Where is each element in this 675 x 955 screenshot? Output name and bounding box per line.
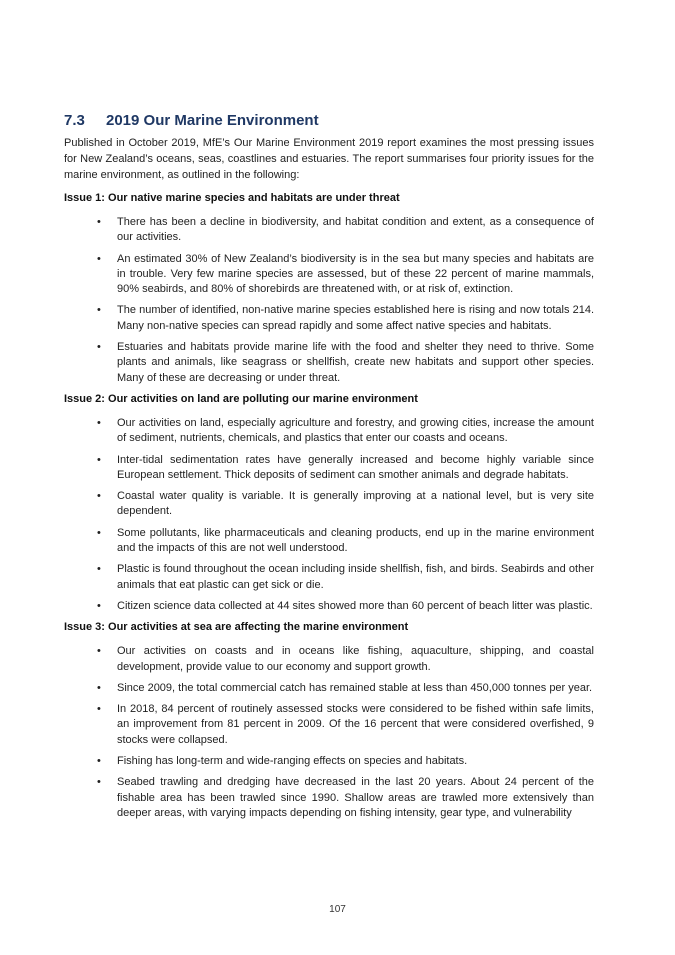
bullet-marker: • [97, 681, 101, 694]
bullet-list [64, 644, 594, 821]
bullet-marker: • [97, 755, 101, 768]
bullet-marker: • [97, 490, 101, 503]
list-item-text: Some pollutants, like pharmaceuticals and cleaning products, end up in the marine environment and the impacts of this are not well understood. [117, 526, 594, 555]
list-item [64, 416, 594, 447]
list-item-text: Our activities on land, especially agriculture and forestry, and growing cities, increase the amount of sediment, nutrients, chemicals, and plastics that enter our coasts and oceans. [117, 416, 594, 445]
section-heading [64, 112, 594, 130]
page-content [64, 112, 594, 827]
list-item [64, 754, 594, 769]
list-item-text: In 2018, 84 percent of routinely assessed stocks were considered to be fished within safe limits, an improvement from 81 percent in 2009. Of the 16 percent that were considered overfished, 9 stocks were collapsed. [117, 703, 594, 746]
page-number: 107 [329, 904, 346, 915]
bullet-marker: • [97, 645, 101, 658]
list-item-text: An estimated 30% of New Zealand’s biodiversity is in the sea but many species and habitats are in trouble. Very few marine species are assessed, but of these 22 percent of marine mammals, 90% seabirds, and 80% of shorebirds are threatened with, or at risk of, extinction. [117, 252, 594, 296]
bullet-marker: • [97, 453, 101, 466]
list-item [64, 702, 594, 748]
bullet-marker: • [97, 526, 101, 539]
list-item [64, 644, 594, 675]
list-item [64, 215, 594, 246]
issue-heading: Issue 3: Our activities at sea are affecting the marine environment [64, 621, 409, 634]
bullet-list [64, 416, 594, 614]
list-item [64, 599, 594, 614]
bullet-list [64, 215, 594, 386]
bullet-marker: • [97, 416, 101, 429]
list-item [64, 303, 594, 334]
list-item-text: The number of identified, non-native marine species established here is rising and now totals 214. Many non-native species can spread rapidly and some affect native species and habitats. [117, 304, 594, 332]
intro-paragraph: Published in October 2019, MfE’s Our Marine Environment 2019 report examines the most pressing issues for New Zealand’s oceans, seas, coastlines and estuaries. The report summarises four priority issues for the marine environment, as outlined in the following: [64, 137, 594, 181]
list-item-text: Plastic is found throughout the ocean including inside shellfish, fish, and birds. Seabirds and other animals that eat plastic can get sick or die. [117, 563, 594, 591]
issue-heading: Issue 2: Our activities on land are polluting our marine environment [64, 392, 418, 405]
list-item [64, 775, 594, 821]
list-item-text: There has been a decline in biodiversity, and habitat condition and extent, as a consequence of our activities. [117, 216, 594, 244]
list-item-text: Inter-tidal sedimentation rates have generally increased and become highly variable since European settlement. Thick deposits of sediment can smother animals and degrade habitats. [117, 453, 594, 481]
list-item [64, 526, 594, 557]
bullet-marker: • [97, 216, 101, 228]
issue-heading: Issue 1: Our native marine species and habitats are under threat [64, 192, 400, 204]
list-item-text: Seabed trawling and dredging have decreased in the last 20 years. About 24 percent of the fishable area has been trawled since 1990. Shallow areas are trawled more extensively than deeper areas, with varying impacts depending on fishing intensity, gear type, and vulnerability [117, 776, 594, 819]
list-item [64, 252, 594, 298]
list-item [64, 681, 594, 696]
bullet-marker: • [97, 341, 101, 354]
bullet-marker: • [97, 703, 101, 716]
bullet-marker: • [97, 304, 101, 317]
list-item-text: Our activities on coasts and in oceans like fishing, aquaculture, shipping, and coastal development, provide value to our economy and support growth. [117, 645, 594, 673]
bullet-marker: • [97, 563, 101, 576]
list-item [64, 453, 594, 484]
list-item-text: Estuaries and habitats provide marine life with the food and shelter they need to thrive. Some plants and animals, like seagrass or shellfish, create new habitats and support other species. Many of these are decreasing or under threat. [117, 341, 594, 384]
list-item-text: Fishing has long-term and wide-ranging effects on species and habitats. [117, 755, 468, 768]
list-item [64, 489, 594, 520]
section-number: 7.3 [64, 112, 85, 129]
list-item-text: Coastal water quality is variable. It is generally improving at a national level, but is very site dependent. [117, 490, 594, 518]
section-title: 2019 Our Marine Environment [106, 112, 319, 129]
bullet-marker: • [97, 776, 101, 789]
list-item-text: Citizen science data collected at 44 sites showed more than 60 percent of beach litter was plastic. [117, 599, 593, 612]
list-item [64, 340, 594, 386]
list-item-text: Since 2009, the total commercial catch has remained stable at less than 450,000 tonnes per year. [117, 681, 593, 694]
list-item [64, 562, 594, 593]
bullet-marker: • [97, 599, 101, 612]
bullet-marker: • [97, 252, 101, 265]
